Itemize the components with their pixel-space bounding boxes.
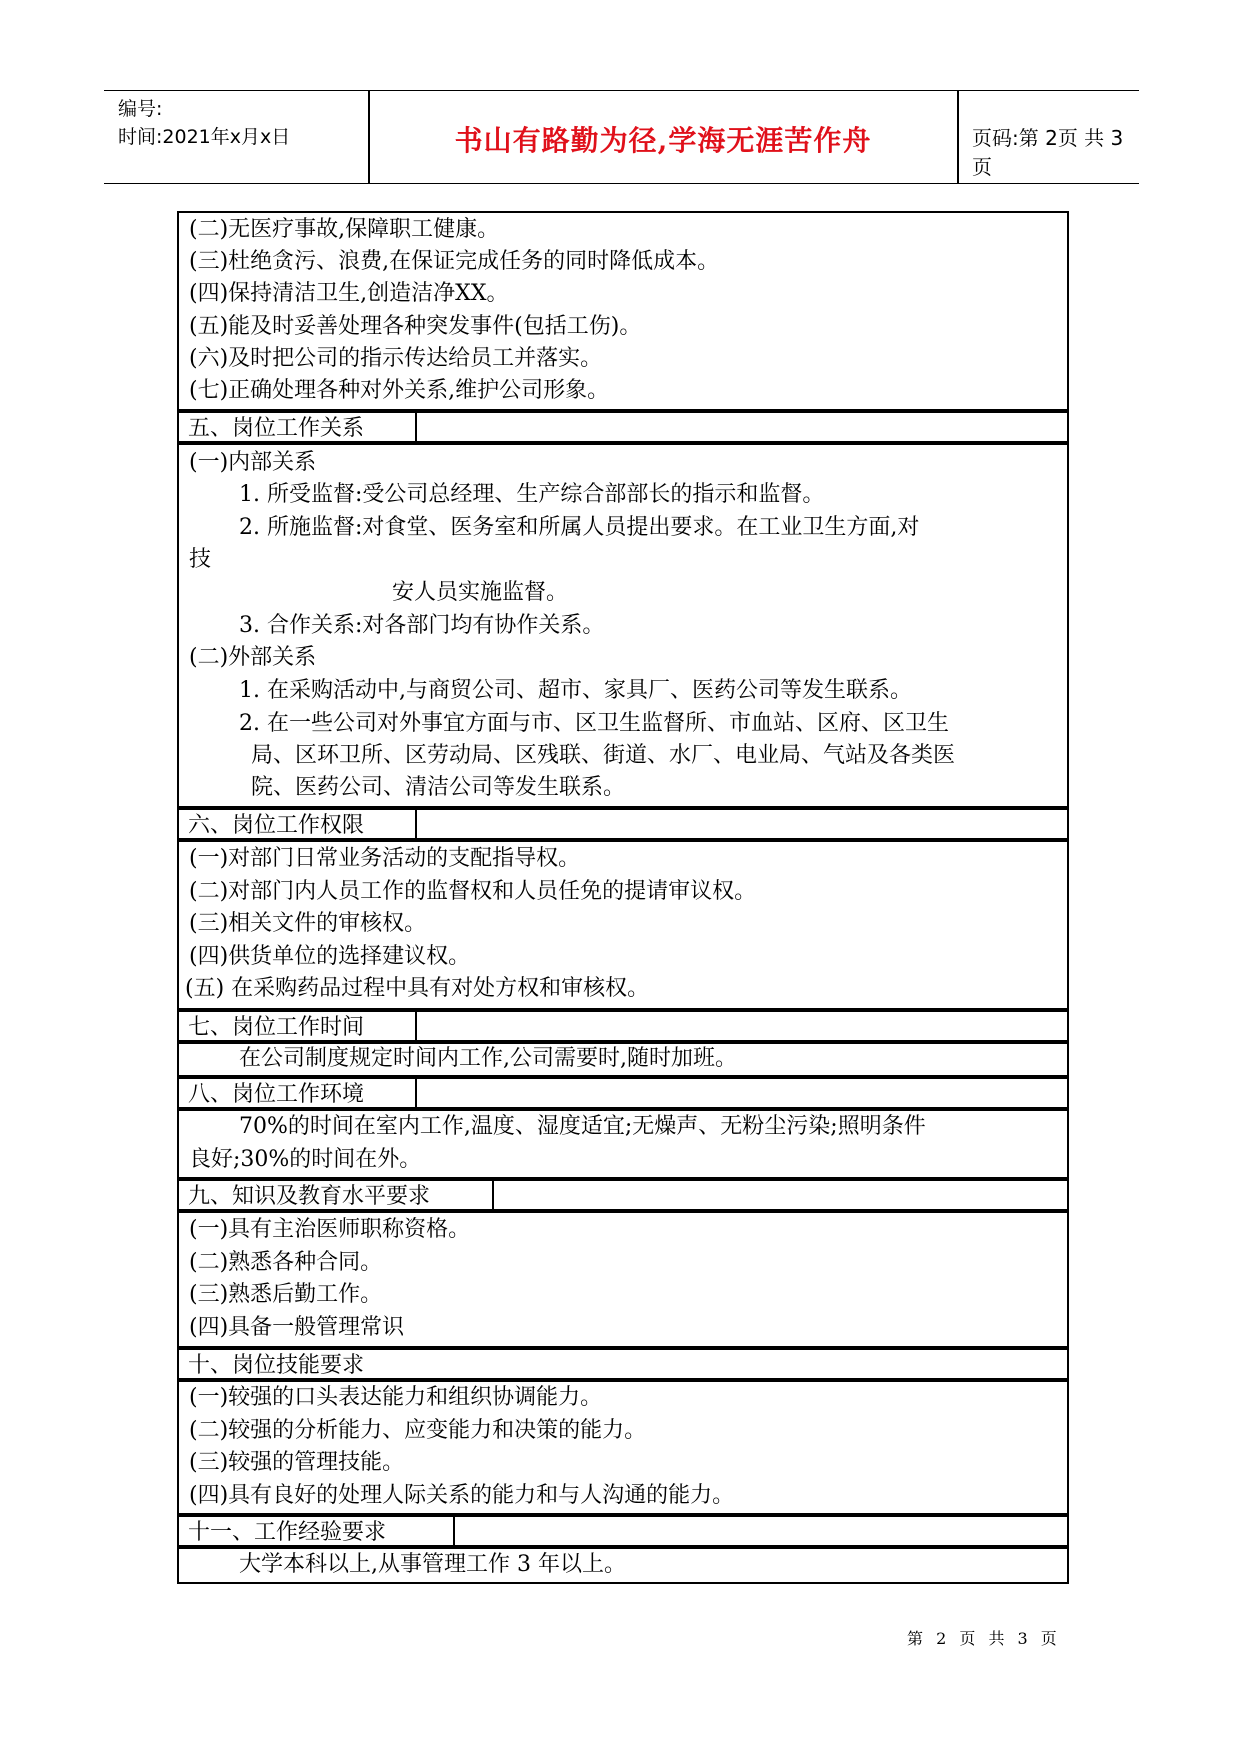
list-item: (三)杜绝贪污、浪费,在保证完成任务的同时降低成本。 [189,249,720,274]
list-item: 1. 在采购活动中,与商贸公司、超市、家具厂、医药公司等发生联系。 [239,678,912,703]
section-title: 七、岗位工作时间 [188,1015,365,1040]
list-item: 2. 在一些公司对外事宜方面与市、区卫生监督所、市血站、区府、区卫生 [239,711,949,736]
list-item: (四)供货单位的选择建议权。 [189,944,471,969]
section-body [177,443,1069,808]
page-footer: 第 2 页 共 3 页 [907,1629,1061,1648]
section-body [177,840,1069,1010]
section-title: 十一、工作经验要求 [188,1520,387,1545]
header-divider [957,91,959,183]
list-item: (三)较强的管理技能。 [189,1450,405,1475]
list-item: (五)能及时妥善处理各种突发事件(包括工伤)。 [189,314,642,339]
list-item: (六)及时把公司的指示传达给员工并落实。 [189,346,603,371]
header-left [118,95,290,151]
header-motto: 书山有路勤为径,学海无涯苦作舟 [454,124,872,157]
section-title: 八、岗位工作环境 [188,1082,365,1107]
list-item: (四)具备一般管理常识 [189,1315,405,1340]
list-item: (一)具有主治医师职称资格。 [189,1217,471,1242]
title-divider [415,1012,417,1040]
section-body [177,1380,1069,1515]
title-divider [492,1181,494,1209]
document-number-label: 编号: [118,98,163,120]
section-title: 六、岗位工作权限 [188,813,365,838]
section-body [177,1042,1069,1077]
section-body [177,1211,1069,1348]
section-title-row [177,1077,1069,1109]
list-item: 大学本科以上,从事管理工作 3 年以上。 [239,1552,626,1577]
section-body [177,1547,1069,1584]
list-item: (二)外部关系 [189,645,317,670]
list-item: 2. 所施监督:对食堂、医务室和所属人员提出要求。在工业卫生方面,对 [239,515,920,540]
list-item: (五) 在采购药品过程中具有对处方权和审核权。 [185,976,650,1001]
list-item: (二)无医疗事故,保障职工健康。 [189,217,500,242]
list-item: (一)内部关系 [189,450,317,475]
section-title-row [177,411,1069,443]
list-item: (三)相关文件的审核权。 [189,911,427,936]
title-divider [415,413,417,441]
section-title: 五、岗位工作关系 [188,416,365,441]
list-item: (七)正确处理各种对外关系,维护公司形象。 [189,378,610,403]
list-item: (一)对部门日常业务活动的支配指导权。 [189,846,581,871]
list-item: (二)较强的分析能力、应变能力和决策的能力。 [189,1418,647,1443]
list-item: (二)对部门内人员工作的监督权和人员任免的提请审议权。 [189,879,757,904]
title-divider [415,810,417,838]
section-title: 十、岗位技能要求 [188,1353,365,1378]
page-header [104,90,1139,184]
header-page-label: 页码:第 2页 共 3页 [972,126,1124,179]
list-item: 70%的时间在室内工作,温度、湿度适宜;无燥声、无粉尘污染;照明条件 [239,1114,926,1139]
list-item: (三)熟悉后勤工作。 [189,1282,383,1307]
list-item: 安人员实施监督。 [392,580,569,605]
list-item: 良好;30%的时间在外。 [189,1147,422,1172]
list-item: (一)较强的口头表达能力和组织协调能力。 [189,1385,603,1410]
list-item: 3. 合作关系:对各部门均有协作关系。 [239,613,605,638]
section-title-row [177,1010,1069,1042]
title-divider [415,1079,417,1107]
list-item: 1. 所受监督:受公司总经理、生产综合部部长的指示和监督。 [239,482,825,507]
section-title-row [177,808,1069,840]
title-divider [453,1517,455,1545]
list-item: (二)熟悉各种合同。 [189,1250,383,1275]
list-item: 技 [189,547,212,572]
section-title-row [177,1515,1069,1547]
list-item: 局、区环卫所、区劳动局、区残联、街道、水厂、电业局、气站及各类医 [251,743,956,768]
list-item: 在公司制度规定时间内工作,公司需要时,随时加班。 [239,1046,737,1071]
section-title-row [177,1348,1069,1380]
goals-list-box [177,211,1069,411]
section-title: 九、知识及教育水平要求 [188,1184,431,1209]
list-item: (四)保持清洁卫生,创造洁净XX。 [189,281,509,306]
section-body [177,1109,1069,1179]
section-title-row [177,1179,1069,1211]
list-item: (四)具有良好的处理人际关系的能力和与人沟通的能力。 [189,1483,735,1508]
list-item: 院、医药公司、清洁公司等发生联系。 [251,775,626,800]
document-time-label: 时间:2021年x月x日 [118,126,291,148]
